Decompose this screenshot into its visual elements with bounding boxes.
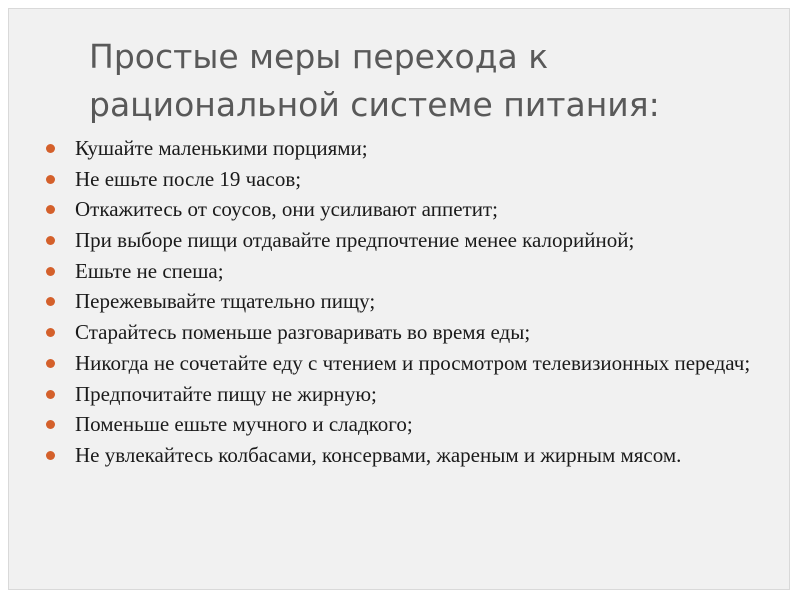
bullet-icon <box>46 175 55 184</box>
list-item <box>37 198 777 221</box>
list-item-text: Откажитесь от соусов, они усиливают аппетит; <box>75 197 498 222</box>
list-item <box>37 413 777 436</box>
bullet-icon <box>46 328 55 337</box>
bullet-icon <box>46 205 55 214</box>
bullet-icon <box>46 420 55 429</box>
bullet-icon <box>46 267 55 276</box>
slide <box>8 8 790 590</box>
bullet-icon <box>46 297 55 306</box>
list-item-text: При выборе пищи отдавайте предпочтение менее калорийной; <box>75 228 635 253</box>
bullet-icon <box>46 144 55 153</box>
list-item <box>37 168 777 191</box>
list-item-text: Не ешьте после 19 часов; <box>75 166 302 191</box>
list-item <box>37 260 777 283</box>
list-item-text: Предпочитайте пищу не жирную; <box>75 381 377 406</box>
list-item <box>37 444 777 467</box>
list-item <box>37 352 777 375</box>
list-item-text: Поменьше ешьте мучного и сладкого; <box>75 412 413 437</box>
bullet-icon <box>46 451 55 460</box>
list-item-text: Старайтесь поменьше разговаривать во время еды; <box>75 320 531 345</box>
list-item-text: Никогда не сочетайте еду с чтением и просмотром телевизионных передач; <box>75 350 751 375</box>
list-item <box>37 229 777 252</box>
list-item-text: Ешьте не спеша; <box>75 258 224 283</box>
bullet-icon <box>46 390 55 399</box>
list-item <box>37 137 777 160</box>
bullet-list <box>37 137 777 475</box>
list-item-text: Не увлекайтесь колбасами, консервами, жареным и жирным мясом. <box>75 442 682 467</box>
list-item <box>37 321 777 344</box>
list-item-text: Пережевывайте тщательно пищу; <box>75 289 376 314</box>
list-item-text: Кушайте маленькими порциями; <box>75 136 368 160</box>
list-item <box>37 383 777 406</box>
slide-title: Простые меры перехода к рациональной системе питания: <box>89 37 660 124</box>
bullet-icon <box>46 359 55 368</box>
bullet-icon <box>46 236 55 245</box>
list-item <box>37 290 777 313</box>
